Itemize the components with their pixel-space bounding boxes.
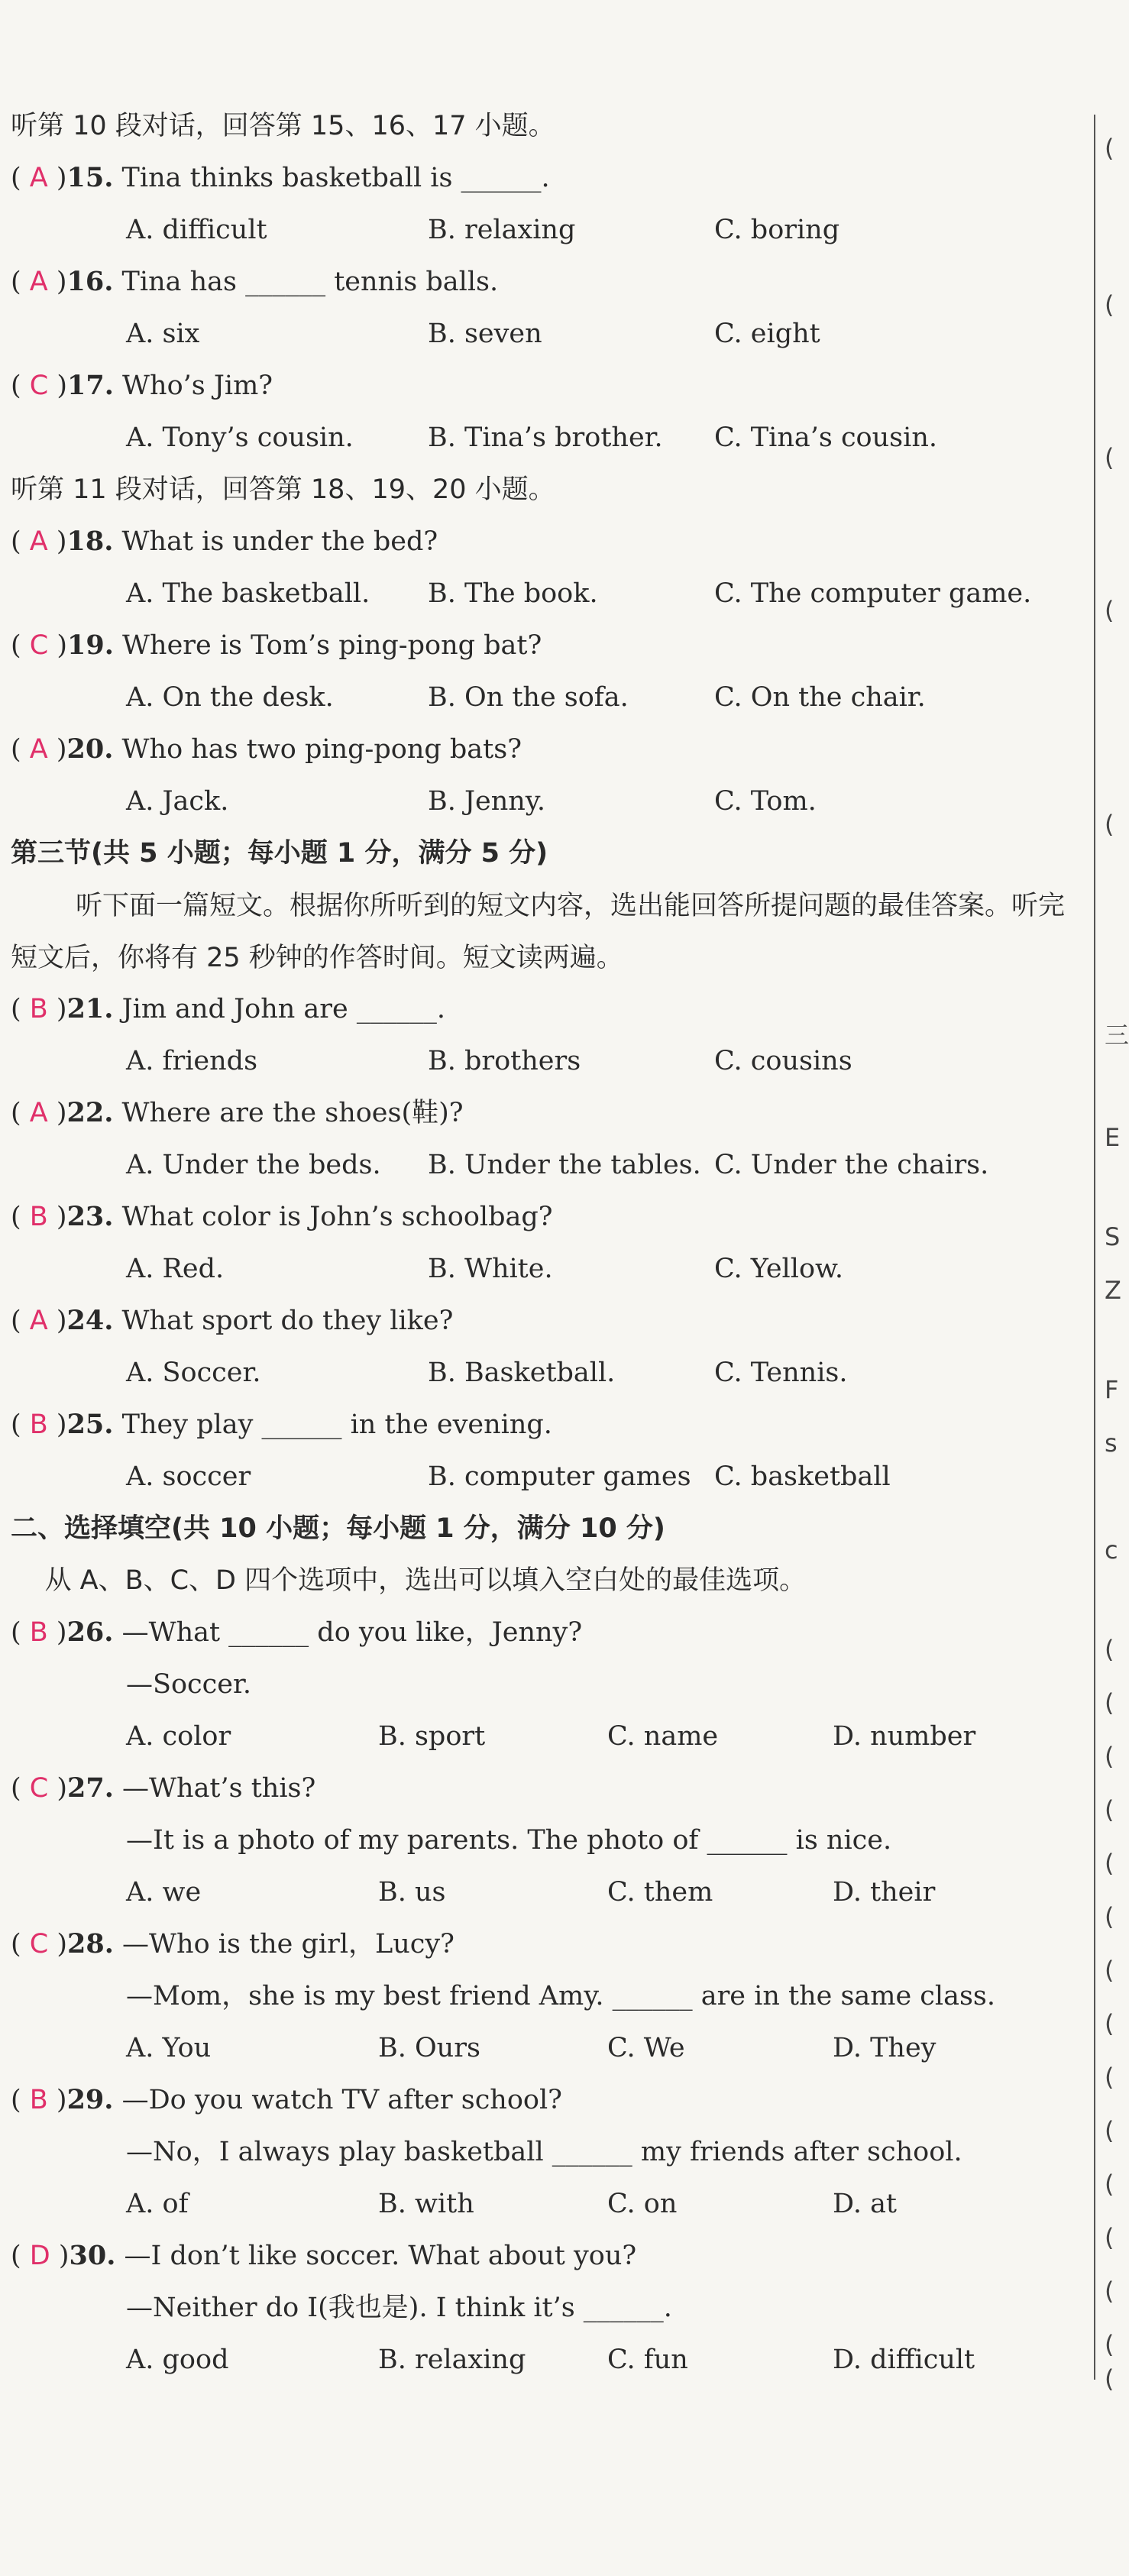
option: B. relaxing <box>378 2345 526 2375</box>
question-text: What is under the bed? <box>113 526 438 557</box>
section-heading: 从 A、B、C、D 四个选项中，选出可以填入空白处的最佳选项。 <box>11 1565 807 1596</box>
option: A. On the desk. <box>126 682 334 713</box>
question-text: Tina thinks basketball is ______. <box>113 163 550 193</box>
cut-off-glyph: ( <box>1105 2170 1114 2199</box>
option: B. The book. <box>428 578 598 609</box>
question-number: 30. <box>69 2240 116 2271</box>
dialogue-line: —It is a photo of my parents. The photo of ______ is nice. <box>126 1825 892 1856</box>
cut-off-glyph: ( <box>1105 134 1114 163</box>
answer-mark: C <box>29 1929 49 1960</box>
cut-off-glyph: Z <box>1105 1276 1121 1305</box>
question-number: 27. <box>67 1772 114 1804</box>
cut-off-glyph: ( <box>1105 1956 1114 1985</box>
option: C. boring <box>714 215 840 245</box>
question-text: —What’s this? <box>113 1773 316 1804</box>
cut-off-glyph: ( <box>1105 2364 1114 2393</box>
option: A. Red. <box>126 1254 225 1284</box>
cut-off-glyph: s <box>1105 1429 1118 1458</box>
question-number: 17. <box>67 370 114 401</box>
section-heading: 二、选择填空(共 10 小题；每小题 1 分，满分 10 分) <box>11 1513 665 1544</box>
question-text: —What ______ do you like，Jenny? <box>113 1617 583 1648</box>
option: B. White. <box>428 1254 553 1284</box>
option: C. basketball <box>714 1461 891 1492</box>
option: B. Tina’s brother. <box>428 422 663 453</box>
option: C. Tina’s cousin. <box>714 422 937 453</box>
option: A. Tony’s cousin. <box>126 422 354 453</box>
cut-off-glyph: 三 <box>1105 1021 1129 1050</box>
cut-off-glyph: F <box>1105 1375 1119 1404</box>
instruction-paragraph: 听下面一篇短文。根据你所听到的短文内容，选出能回答所提问题的最佳答案。听完短文后，你将有 25 秒钟的作答时间。短文读两遍。 <box>11 891 1066 973</box>
answer-mark: A <box>29 163 48 193</box>
question-stem: ( A )24. What sport do they like? <box>11 1305 454 1336</box>
answer-mark: B <box>29 994 48 1024</box>
answer-mark: B <box>29 2085 48 2115</box>
question-text: What sport do they like? <box>113 1306 454 1336</box>
answer-mark: D <box>29 2241 50 2271</box>
cut-off-glyph: ( <box>1105 1635 1114 1664</box>
option: B. brothers <box>428 1046 581 1076</box>
question-stem: ( A )15. Tina thinks basketball is ______. <box>11 162 550 193</box>
option: D. number <box>833 1721 976 1752</box>
cut-off-glyph: ( <box>1105 290 1114 319</box>
option: C. Tennis. <box>714 1358 848 1388</box>
question-stem: ( C )27. —What’s this? <box>11 1772 316 1804</box>
question-text: —Who is the girl，Lucy? <box>113 1929 455 1960</box>
cut-off-glyph: ( <box>1105 1795 1114 1824</box>
question-number: 29. <box>66 2084 114 2115</box>
answer-mark: A <box>29 267 48 297</box>
answer-mark: A <box>29 1098 48 1128</box>
option: A. Under the beds. <box>126 1150 381 1180</box>
cut-off-glyph: S <box>1105 1222 1121 1251</box>
cut-off-glyph: ( <box>1105 596 1114 625</box>
option: D. at <box>833 2189 897 2219</box>
question-stem: ( C )19. Where is Tom’s ping-pong bat? <box>11 629 542 661</box>
answer-mark: B <box>29 1202 48 1232</box>
question-stem: ( B )25. They play ______ in the evening. <box>11 1409 552 1440</box>
question-number: 28. <box>67 1928 114 1960</box>
question-stem: ( C )17. Who’s Jim? <box>11 370 273 401</box>
question-stem: ( B )29. —Do you watch TV after school? <box>11 2084 562 2115</box>
question-number: 25. <box>66 1409 114 1440</box>
option: C. fun <box>607 2345 688 2375</box>
question-stem: ( B )23. What color is John’s schoolbag? <box>11 1201 553 1232</box>
cut-off-glyph: ( <box>1105 1742 1114 1771</box>
question-text: Tina has ______ tennis balls. <box>113 267 499 297</box>
question-stem: ( A )18. What is under the bed? <box>11 526 438 557</box>
question-text: They play ______ in the evening. <box>113 1409 552 1440</box>
option: C. on <box>607 2189 678 2219</box>
answer-mark: B <box>29 1617 48 1648</box>
question-text: Where is Tom’s ping-pong bat? <box>113 630 542 661</box>
question-number: 18. <box>66 526 114 557</box>
question-stem: ( B )21. Jim and John are ______. <box>11 993 445 1024</box>
question-text: Who has two ping-pong bats? <box>113 734 522 765</box>
option: C. them <box>607 1877 713 1908</box>
column-divider <box>1094 115 1095 2380</box>
option: A. Soccer. <box>126 1358 261 1388</box>
question-number: 15. <box>66 162 114 193</box>
question-stem: ( A )22. Where are the shoes(鞋)? <box>11 1097 464 1128</box>
cut-off-glyph: c <box>1105 1536 1118 1565</box>
option: D. their <box>833 1877 936 1908</box>
option: B. sport <box>378 1721 486 1752</box>
option: A. six <box>126 319 200 349</box>
answer-mark: B <box>29 1409 48 1440</box>
option: C. We <box>607 2033 685 2063</box>
answer-mark: C <box>29 630 49 661</box>
question-text: Jim and John are ______. <box>113 994 445 1024</box>
answer-mark: A <box>29 1306 48 1336</box>
option: B. Basketball. <box>428 1358 616 1388</box>
question-number: 26. <box>66 1616 114 1648</box>
question-number: 23. <box>66 1201 114 1232</box>
option: B. On the sofa. <box>428 682 629 713</box>
option: D. They <box>833 2033 937 2063</box>
option: C. On the chair. <box>714 682 926 713</box>
option: A. soccer <box>126 1461 251 1492</box>
option: B. relaxing <box>428 215 576 245</box>
option: A. difficult <box>126 215 267 245</box>
cut-off-glyph: ( <box>1105 2330 1114 2359</box>
question-text: —Do you watch TV after school? <box>113 2085 562 2115</box>
option: A. friends <box>126 1046 258 1076</box>
option: A. we <box>126 1877 202 1908</box>
question-stem: ( B )26. —What ______ do you like，Jenny? <box>11 1616 583 1648</box>
option: C. Yellow. <box>714 1254 843 1284</box>
cut-off-glyph: ( <box>1105 1688 1114 1717</box>
option: B. Ours <box>378 2033 480 2063</box>
question-text: What color is John’s schoolbag? <box>113 1202 553 1232</box>
option: C. Tom. <box>714 786 817 817</box>
question-stem: ( A )16. Tina has ______ tennis balls. <box>11 266 499 297</box>
cut-off-glyph: ( <box>1105 2009 1114 2038</box>
dialogue-line: —Neither do I(我也是). I think it’s ______. <box>126 2293 672 2323</box>
dialogue-line: —No，I always play basketball ______ my friends after school. <box>126 2137 962 2167</box>
section-heading: 听第 10 段对话，回答第 15、16、17 小题。 <box>11 111 555 141</box>
option: A. You <box>126 2033 212 2063</box>
option: C. name <box>607 1721 719 1752</box>
answer-mark: C <box>29 1773 49 1804</box>
cut-off-glyph: ( <box>1105 2223 1114 2252</box>
question-stem: ( D )30. —I don’t like soccer. What about you? <box>11 2240 637 2271</box>
option: A. color <box>126 1721 231 1752</box>
question-number: 22. <box>66 1097 114 1128</box>
answer-mark: C <box>29 371 49 401</box>
option: D. difficult <box>833 2345 975 2375</box>
answer-mark: A <box>29 526 48 557</box>
option: A. Jack. <box>126 786 229 817</box>
question-number: 21. <box>66 993 114 1024</box>
option: B. us <box>378 1877 446 1908</box>
cut-off-glyph: E <box>1105 1123 1121 1152</box>
option: B. computer games <box>428 1461 691 1492</box>
question-number: 16. <box>66 266 114 297</box>
cut-off-glyph: ( <box>1105 810 1114 839</box>
cut-off-glyph: ( <box>1105 443 1114 472</box>
option: A. good <box>126 2345 229 2375</box>
option: B. Jenny. <box>428 786 546 817</box>
option: C. Under the chairs. <box>714 1150 989 1180</box>
option: B. seven <box>428 319 542 349</box>
option: B. with <box>378 2189 474 2219</box>
question-number: 20. <box>66 733 114 765</box>
dialogue-line: —Mom，she is my best friend Amy. ______ are in the same class. <box>126 1981 996 2011</box>
option: C. cousins <box>714 1046 852 1076</box>
option: A. The basketball. <box>126 578 370 609</box>
cut-off-glyph: ( <box>1105 1902 1114 1931</box>
question-text: Who’s Jim? <box>113 371 273 401</box>
dialogue-line: —Soccer. <box>126 1669 251 1700</box>
section-heading: 听第 11 段对话，回答第 18、19、20 小题。 <box>11 474 555 505</box>
question-number: 24. <box>66 1305 114 1336</box>
cut-off-glyph: ( <box>1105 2277 1114 2306</box>
question-number: 19. <box>67 629 114 661</box>
option: C. eight <box>714 319 820 349</box>
question-stem: ( A )20. Who has two ping-pong bats? <box>11 733 522 765</box>
question-text: —I don’t like soccer. What about you? <box>115 2241 637 2271</box>
cut-off-glyph: ( <box>1105 2063 1114 2092</box>
option: B. Under the tables. <box>428 1150 701 1180</box>
cut-off-glyph: ( <box>1105 2116 1114 2145</box>
option: C. The computer game. <box>714 578 1032 609</box>
question-text: Where are the shoes(鞋)? <box>113 1098 464 1128</box>
option: A. of <box>126 2189 189 2219</box>
question-stem: ( C )28. —Who is the girl，Lucy? <box>11 1928 455 1960</box>
section-heading: 第三节(共 5 小题；每小题 1 分，满分 5 分) <box>11 838 548 869</box>
answer-mark: A <box>29 734 48 765</box>
cut-off-glyph: ( <box>1105 1849 1114 1878</box>
